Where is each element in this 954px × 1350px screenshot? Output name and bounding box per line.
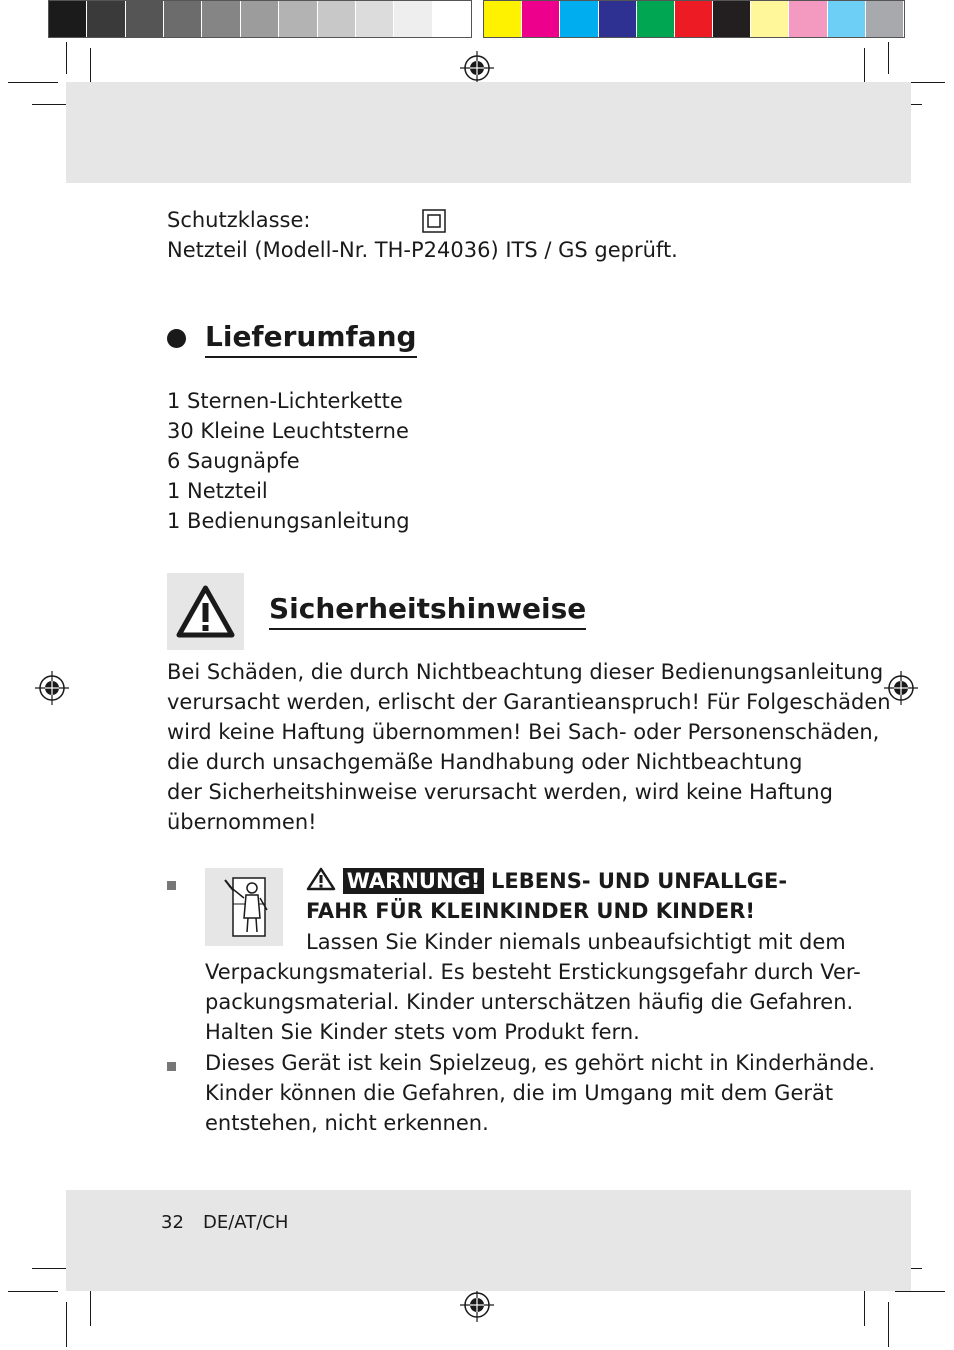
warning-body-line: Halten Sie Kinder stets vom Produkt fern. <box>205 1020 640 1044</box>
warning-body-line: Verpackungsmaterial. Es besteht Erstickungsgefahr durch Ver- <box>205 960 861 984</box>
color-swatch <box>318 1 356 37</box>
grey-color-bar <box>48 0 472 38</box>
color-swatch <box>241 1 279 37</box>
crop-mark <box>66 1302 67 1347</box>
bullet-line: Kinder können die Gefahren, die im Umgang mit dem Gerät <box>205 1081 834 1105</box>
color-swatch <box>751 1 789 37</box>
section-bullet <box>167 329 186 348</box>
page-number: 32 <box>161 1212 184 1233</box>
color-swatch <box>637 1 675 37</box>
color-swatch <box>49 1 87 37</box>
warning-title: FAHR FÜR KLEINKINDER UND KINDER! <box>306 899 755 923</box>
list-item: 30 Kleine Leuchtsterne <box>167 419 409 443</box>
intro-line: übernommen! <box>167 810 317 834</box>
list-item: 1 Sternen-Lichterkette <box>167 389 403 413</box>
color-swatch <box>522 1 560 37</box>
intro-line: der Sicherheitshinweise verursacht werden, wird keine Haftung <box>167 780 833 804</box>
warning-title-line <box>306 866 787 896</box>
child-safety-icon <box>205 868 283 946</box>
intro-line: Bei Schäden, die durch Nichtbeachtung dieser Bedienungsanleitung <box>167 660 884 684</box>
warning-icon-box <box>167 573 244 650</box>
child-safety-icon-box <box>205 868 283 946</box>
power-supply-line: Netzteil (Modell-Nr. TH-P24036) ITS / GS geprüft. <box>167 238 678 262</box>
registration-mark-icon <box>35 671 69 705</box>
color-swatch <box>433 1 471 37</box>
list-item: 1 Bedienungsanleitung <box>167 509 410 533</box>
warning-title: LEBENS- UND UNFALLGE- <box>491 869 788 893</box>
color-swatch <box>164 1 202 37</box>
bullet-line: entstehen, nicht erkennen. <box>205 1111 489 1135</box>
color-swatch <box>87 1 125 37</box>
intro-line: wird keine Haftung übernommen! Bei Sach- oder Personenschäden, <box>167 720 880 744</box>
warning-body-line: packungsmaterial. Kinder unterschätzen häufig die Gefahren. <box>205 990 854 1014</box>
registration-mark-icon <box>460 1288 494 1322</box>
color-swatch <box>560 1 598 37</box>
bullet-line: Dieses Gerät ist kein Spielzeug, es gehört nicht in Kinderhände. <box>205 1051 876 1075</box>
crop-mark <box>90 1286 91 1326</box>
header-band <box>66 82 911 183</box>
crop-mark <box>888 1302 889 1347</box>
intro-line: verursacht werden, erlischt der Garantieanspruch! Für Folgeschäden <box>167 690 891 714</box>
intro-line: die durch unsachgemäße Handhabung oder Nichtbeachtung <box>167 750 803 774</box>
registration-mark-icon <box>460 51 494 85</box>
list-item: 6 Saugnäpfe <box>167 449 300 473</box>
warning-label: WARNUNG! <box>343 868 485 894</box>
crop-mark <box>66 42 67 74</box>
crop-mark <box>895 1291 945 1292</box>
color-swatch <box>789 1 827 37</box>
color-swatch <box>675 1 713 37</box>
color-swatch <box>202 1 240 37</box>
safety-heading: Sicherheitshinweise <box>269 592 586 630</box>
region-label: DE/AT/CH <box>203 1212 289 1233</box>
bullet <box>167 881 176 890</box>
crop-mark <box>888 42 889 74</box>
crop-mark <box>8 1291 58 1292</box>
list-item: 1 Netzteil <box>167 479 268 503</box>
warning-triangle-icon <box>306 867 336 891</box>
color-bar <box>483 0 905 38</box>
color-swatch <box>356 1 394 37</box>
color-swatch <box>126 1 164 37</box>
protection-class-ii-icon <box>422 209 446 233</box>
warning-body-line: Lassen Sie Kinder niemals unbeaufsichtigt mit dem <box>306 930 846 954</box>
crop-mark <box>8 82 58 83</box>
color-swatch <box>484 1 522 37</box>
color-swatch <box>828 1 866 37</box>
color-swatch <box>394 1 432 37</box>
protection-class-label: Schutzklasse: <box>167 208 311 232</box>
footer-band <box>66 1190 911 1291</box>
bullet <box>167 1062 176 1071</box>
scope-heading: Lieferumfang <box>205 320 417 358</box>
color-swatch <box>713 1 751 37</box>
crop-mark <box>864 1286 865 1326</box>
warning-triangle-icon <box>167 573 244 650</box>
color-swatch <box>866 1 904 37</box>
color-swatch <box>599 1 637 37</box>
color-swatch <box>279 1 317 37</box>
